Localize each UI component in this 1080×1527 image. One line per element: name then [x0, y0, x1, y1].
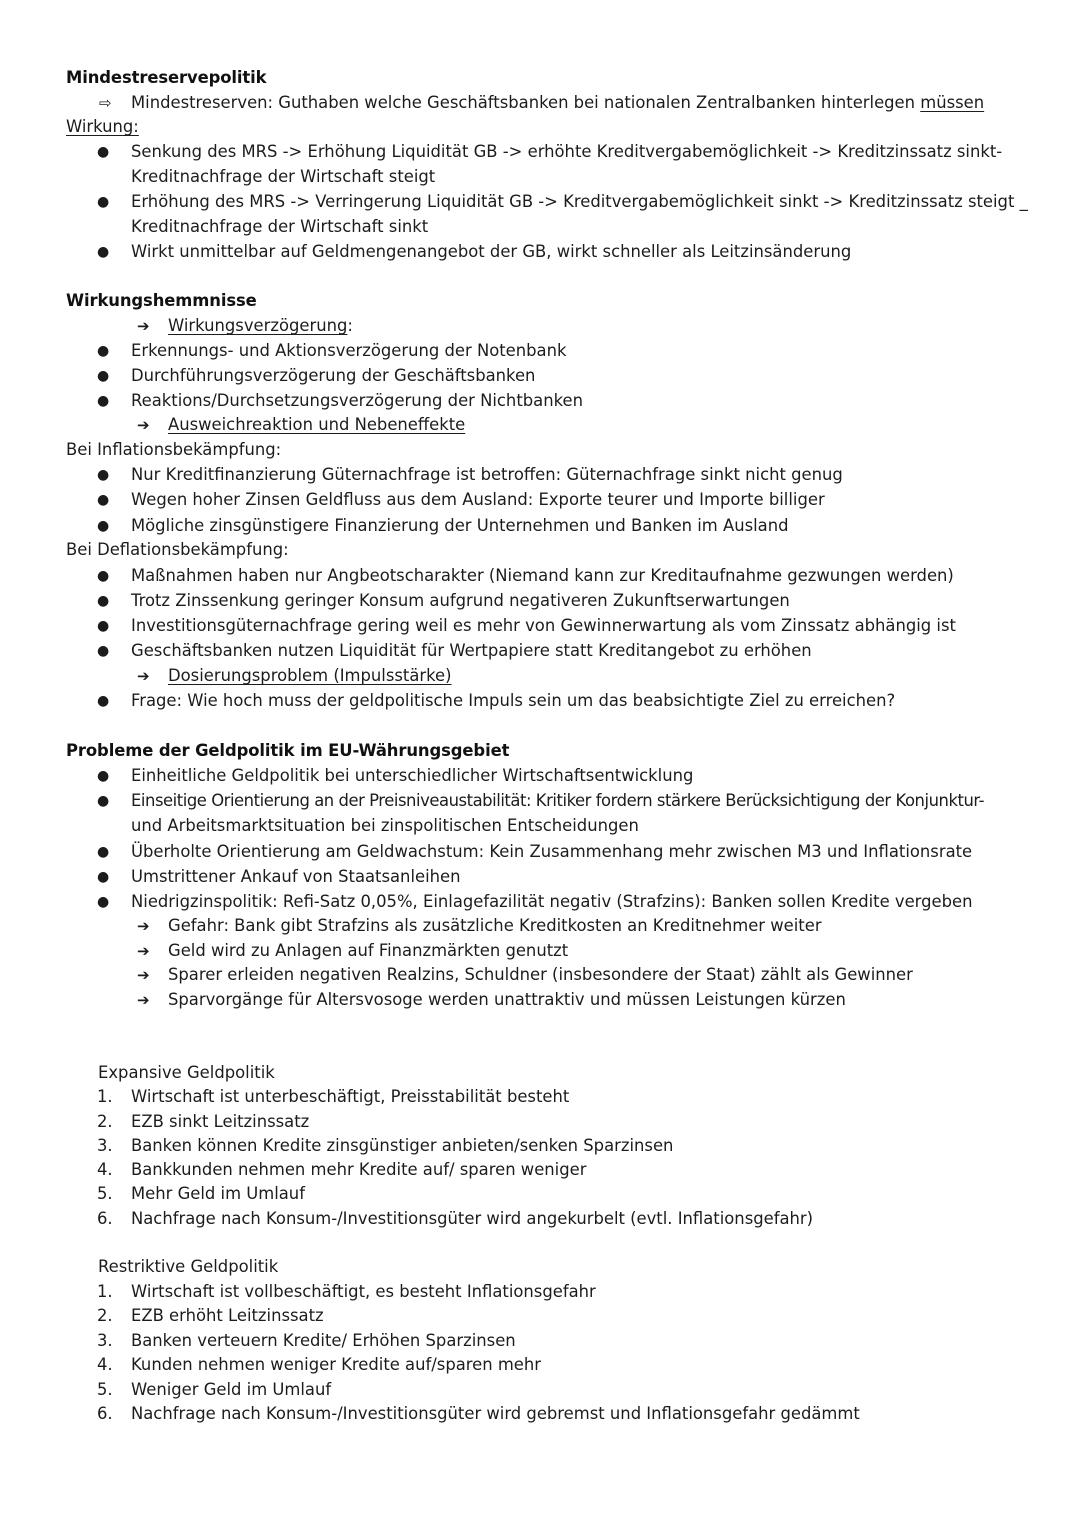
- bold-arrow-icon: ➔: [137, 416, 150, 434]
- definition-underlined-word: müssen: [920, 93, 985, 112]
- item-number: 6.: [97, 1404, 113, 1423]
- item-number: 5.: [97, 1380, 113, 1399]
- bullet-icon: ●: [97, 793, 110, 809]
- bullet-icon: ●: [97, 844, 110, 860]
- bullet-icon: ●: [97, 518, 110, 534]
- bullet-icon: ●: [97, 693, 110, 709]
- item-number: 4.: [97, 1160, 113, 1179]
- item-number: 6.: [97, 1209, 113, 1228]
- document-page: Mindestreservepolitik ⇨ Mindestreserven: Guthaben welche Geschäftsbanken bei nationalen Zentralbanken hinterlegen müssen Wirkung: ● Senkung des MRS -> Erhöhung Liquidität GB -> erhöhte Kreditvergabemöglichkeit -> Kreditzinssatz sinkt- Kreditnachfrage der Wirtschaft steigt ● Erhöhung des MRS -> Verringerung Liquidität GB -> Kreditvergabemöglichkeit sinkt -> Kreditzinssatz steigt _ Kreditnachfrage der Wirtschaft sinkt ● Wirkt unmittelbar auf Geldmengenangebot der GB, wirkt schneller als Leitzinsänderung Wirkungshemmnisse ➔ Wirkungsverzögerung: ● Erkennungs- und Aktionsverzögerung der Notenbank ● Durchführungsverzögerung der Geschäftsbanken ● Reaktions/Durchsetzungsverzögerung der Nichtbanken ➔ Ausweichreaktion und Nebeneffekte Bei Inflationsbekämpfung: ● Nur Kreditfinanzierung Güternachfrage ist betroffen: Güternachfrage sinkt nicht genug ● Wegen hoher Zinsen Geldfluss aus dem Ausland: Exporte teurer und Importe billiger ● Mögliche zinsgünstigere Finanzierung der Unternehmen und Banken im Ausland Bei Deflationsbekämpfung: ● Maßnahmen haben nur Angbeotscharakter (Niemand kann zur Kreditaufnahme gezwungen werden) ● Trotz Zinssenkung geringer Konsum aufgrund negativeren Zukunftserwartungen ● Investitionsgüternachfrage gering weil es mehr von Gewinnerwartung als vom Zinssatz abhängig ist ● Geschäftsbanken nutzen Liquidität für Wertpapiere statt Kreditangebot zu erhöhen ➔ Dosierungsproblem (Impulsstärke) ● Frage: Wie hoch muss der geldpolitische Impuls sein um das beabsichtigte Ziel zu erreichen? Probleme der Geldpolitik im EU-Währungsgebiet ● Einheitliche Geldpolitik bei unterschiedlicher Wirtschaftsentwicklung ● Einseitige Orientierung an der Preisniveaustabilität: Kritiker fordern stärkere Berücksichtigung der Konjunktur- und Arbeitsmarktsituation bei zinspolitischen Entscheidungen ● Überholte Orientierung am Geldwachstum: Kein Zusammenhang mehr zwischen M3 und Inflationsrate ● Umstrittener Ankauf von Staatsanleihen ● Niedrigzinspolitik: Refi-Satz 0,05%, Einlagefazilität negativ (Strafzins): Banken sollen Kredite vergeben ➔ Gefahr: Bank gibt Strafzins als zusätzliche Kreditkosten an Kreditnehmer weiter ➔ Geld wird zu Anlagen auf Finanzmärkten genutzt ➔ Sparer erleiden negativen Realzins, Schuldner (insbesondere der Staat) zählt als Gewinner ➔ Sparvorgänge für Altersvosoge werden unattraktiv und müssen Leistungen kürzen Expansive Geldpolitik 1. Wirtschaft ist unterbeschäftigt, Preisstabilität besteht 2. EZB sinkt Leitzinssatz 3. Banken können Kredite zinsgünstiger anbieten/senken Sparzinsen 4. Bankkunden nehmen mehr Kredite auf/ sparen weniger 5. Mehr Geld im Umlauf 6. Nachfrage nach Konsum-/Investitionsgüter wird angekurbelt (evtl. Inflationsgefahr) Restriktive Geldpolitik 1. Wirtschaft ist vollbeschäftigt, es besteht Inflationsgefahr 2. EZB erhöht Leitzinssatz 3. Banken verteuern Kredite/ Erhöhen Sparzinsen 4. Kunden nehmen weniger Kredite auf/sparen mehr 5. Weniger Geld im Umlauf 6. Nachfrage nach Konsum-/Investitionsgüter wird gebremst und Inflationsgefahr gedämmt: [0, 0, 1080, 1527]
- bold-arrow-icon: ➔: [137, 966, 150, 984]
- item-number: 1.: [97, 1282, 113, 1301]
- bullet-icon: ●: [97, 894, 110, 910]
- item-number: 3.: [97, 1136, 113, 1155]
- bold-arrow-icon: ➔: [137, 942, 150, 960]
- wirkung-label: Wirkung:: [66, 117, 139, 136]
- bold-arrow-icon: ➔: [137, 667, 150, 685]
- bullet-icon: ●: [97, 194, 110, 210]
- bold-arrow-icon: ➔: [137, 917, 150, 935]
- bullet-icon: ●: [97, 768, 110, 784]
- bullet-icon: ●: [97, 467, 110, 483]
- bullet-icon: ●: [97, 492, 110, 508]
- bullet-icon: ●: [97, 368, 110, 384]
- item-number: 4.: [97, 1355, 113, 1374]
- item-number: 1.: [97, 1087, 113, 1106]
- item-number: 3.: [97, 1331, 113, 1350]
- bullet-icon: ●: [97, 869, 110, 885]
- bullet-icon: ●: [97, 343, 110, 359]
- item-number: 5.: [97, 1184, 113, 1203]
- item-number: 2.: [97, 1306, 113, 1325]
- bullet-icon: ●: [97, 244, 110, 260]
- bullet-icon: ●: [97, 618, 110, 634]
- item-number: 2.: [97, 1112, 113, 1131]
- hollow-arrow-icon: ⇨: [99, 94, 112, 112]
- bullet-icon: ●: [97, 144, 110, 160]
- definition-text: Mindestreserven: Guthaben welche Geschäftsbanken bei nationalen Zentralbanken hinterlegen: [131, 93, 921, 112]
- bullet-icon: ●: [97, 568, 110, 584]
- bullet-icon: ●: [97, 393, 110, 409]
- bullet-icon: ●: [97, 643, 110, 659]
- bullet-icon: ●: [97, 593, 110, 609]
- bold-arrow-icon: ➔: [137, 317, 150, 335]
- bold-arrow-icon: ➔: [137, 991, 150, 1009]
